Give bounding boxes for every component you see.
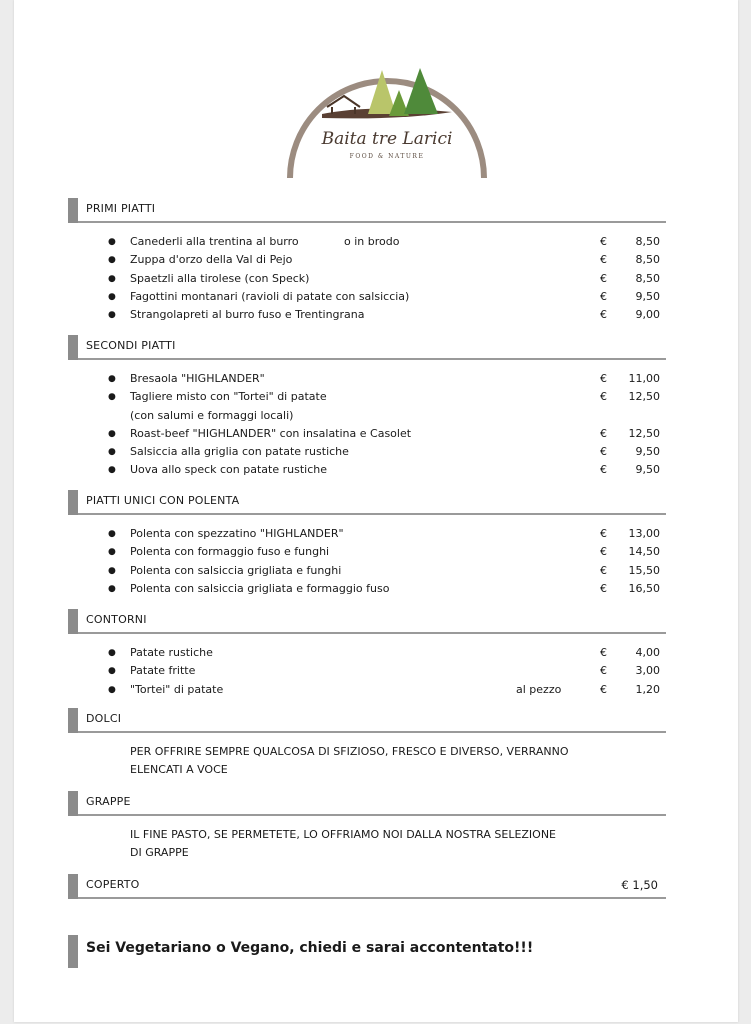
- currency-symbol: €: [600, 682, 607, 696]
- menu-item-list: [68, 525, 666, 598]
- bullet: ●: [108, 648, 116, 658]
- bullet: ●: [108, 428, 116, 439]
- currency-symbol: €: [600, 372, 607, 385]
- menu-item-list: [68, 233, 666, 324]
- menu-item: [68, 288, 666, 306]
- currency-symbol: €: [600, 664, 607, 678]
- item-price: 8,50: [635, 271, 660, 285]
- bullet: ●: [108, 547, 116, 558]
- menu-item: [68, 270, 666, 288]
- bullet: ●: [108, 684, 116, 695]
- bullet: ●: [108, 565, 116, 576]
- section-price: € 1,50: [621, 878, 658, 892]
- section-marker: [68, 708, 78, 733]
- currency-symbol: €: [600, 253, 607, 267]
- bullet: ●: [108, 255, 116, 266]
- item-name: Patate fritte: [130, 664, 196, 678]
- menu-item: [68, 233, 666, 251]
- bullet: ●: [108, 447, 116, 458]
- section-note: PER OFFRIRE SEMPRE QUALCOSA DI SFIZIOSO, FRESCO E DIVERSO, VERRANNO ELENCATI A VOCE: [130, 745, 569, 776]
- item-name: "Tortei" di patate: [130, 682, 224, 696]
- section-header: [68, 878, 666, 899]
- bullet: ●: [108, 291, 116, 302]
- currency-symbol: €: [600, 235, 607, 248]
- section-marker: [68, 198, 78, 223]
- menu-item: [68, 370, 666, 388]
- item-name: Polenta con salsiccia grigliata e funghi: [130, 563, 342, 577]
- item-name: Tagliere misto con "Tortei" di patate: [130, 390, 327, 404]
- item-name: Zuppa d'orzo della Val di Pejo: [130, 253, 293, 267]
- menu-item: [68, 580, 666, 598]
- menu-item: [68, 644, 666, 662]
- item-name: Roast-beef "HIGHLANDER" con insalatina e Casolet: [130, 426, 412, 440]
- section-title: COPERTO: [86, 878, 140, 891]
- item-name: Polenta con spezzatino "HIGHLANDER": [130, 527, 344, 540]
- bullet: ●: [108, 583, 116, 594]
- menu-section: [68, 878, 666, 899]
- item-name: Fagottini montanari (ravioli di patate con salsiccia): [130, 289, 410, 303]
- section-header: [68, 613, 666, 634]
- item-price: 4,00: [635, 646, 660, 659]
- item-price: 13,00: [628, 527, 660, 540]
- menu-item: [68, 543, 666, 561]
- currency-symbol: €: [600, 545, 607, 559]
- menu-item: [68, 306, 666, 324]
- item-price: 11,00: [628, 372, 660, 385]
- bullet: ●: [108, 310, 116, 321]
- vegetarian-note-text: Sei Vegetariano o Vegano, chiedi e sarai accontentato!!!: [86, 940, 534, 956]
- menu-section: [68, 202, 666, 324]
- logo-tagline: FOOD & NATURE: [349, 153, 425, 160]
- logo-name: Baita tre Larici: [321, 129, 453, 149]
- logo: [282, 52, 492, 178]
- section-header: [68, 712, 666, 733]
- item-price: 9,00: [635, 308, 660, 322]
- section-header: [68, 339, 666, 360]
- bullet: ●: [108, 529, 116, 539]
- item-price: 9,50: [635, 289, 660, 303]
- item-price: 9,50: [635, 445, 660, 459]
- section-title: CONTORNI: [86, 613, 147, 626]
- section-title: PIATTI UNICI CON POLENTA: [86, 494, 240, 507]
- menu-section: [68, 795, 666, 862]
- currency-symbol: €: [600, 527, 607, 540]
- menu-item: [68, 662, 666, 680]
- item-price: 8,50: [635, 235, 660, 248]
- item-price: 12,50: [628, 390, 660, 404]
- item-price: 14,50: [628, 545, 660, 559]
- menu-item: [68, 562, 666, 580]
- item-name: Patate rustiche: [130, 646, 213, 659]
- menu-item: [68, 443, 666, 461]
- menu-section: [68, 494, 666, 598]
- menu-item: [68, 388, 666, 406]
- item-name: Uova allo speck con patate rustiche: [130, 463, 327, 477]
- bullet: ●: [108, 666, 116, 677]
- currency-symbol: €: [600, 463, 607, 477]
- menu-item: [68, 407, 666, 425]
- item-price: 15,50: [628, 563, 660, 577]
- section-header: [68, 795, 666, 816]
- currency-symbol: €: [600, 308, 607, 322]
- section-header: [68, 202, 666, 223]
- menu-item: [68, 525, 666, 543]
- item-name: Salsiccia alla griglia con patate rustiche: [130, 445, 349, 459]
- currency-symbol: €: [600, 445, 607, 459]
- menu-item: [68, 425, 666, 443]
- bullet: ●: [108, 237, 116, 247]
- section-title: SECONDI PIATTI: [86, 339, 176, 352]
- item-name: Canederli alla trentina al burro: [130, 235, 299, 248]
- currency-symbol: €: [600, 581, 607, 595]
- currency-symbol: €: [600, 289, 607, 303]
- item-price: 3,00: [635, 664, 660, 678]
- bullet: ●: [108, 273, 116, 284]
- menu-item-list: [68, 644, 666, 699]
- menu-section: [68, 339, 666, 480]
- item-variant: o in brodo: [344, 235, 400, 248]
- menu-item: [68, 681, 666, 699]
- menu-item: [68, 461, 666, 479]
- menu-item-list: [68, 370, 666, 480]
- bullet: ●: [108, 465, 116, 476]
- item-price: 12,50: [628, 426, 660, 440]
- item-name: Spaetzli alla tirolese (con Speck): [130, 271, 310, 285]
- menu-item: [68, 251, 666, 269]
- item-price: 16,50: [628, 581, 660, 595]
- section-title: PRIMI PIATTI: [86, 202, 156, 215]
- section-title: DOLCI: [86, 712, 122, 725]
- item-price: 1,20: [635, 682, 660, 696]
- item-name: Polenta con formaggio fuso e funghi: [130, 545, 330, 559]
- bullet: ●: [108, 392, 116, 403]
- section-marker: [68, 335, 78, 360]
- section-marker: [68, 935, 78, 968]
- item-price: 8,50: [635, 253, 660, 267]
- currency-symbol: €: [600, 390, 607, 404]
- item-name: (con salumi e formaggi locali): [130, 408, 294, 422]
- bullet: ●: [108, 374, 116, 384]
- menu-section: [68, 613, 666, 699]
- item-name: Strangolapreti al burro fuso e Trentingrana: [130, 308, 365, 322]
- item-name: Polenta con salsiccia grigliata e formaggio fuso: [130, 581, 390, 595]
- section-note: IL FINE PASTO, SE PERMETETE, LO OFFRIAMO NOI DALLA NOSTRA SELEZIONE DI GRAPPE: [130, 828, 557, 859]
- menu-section: [68, 712, 666, 779]
- currency-symbol: €: [600, 426, 607, 440]
- section-marker: [68, 609, 78, 634]
- section-header: [68, 494, 666, 515]
- item-name: Bresaola "HIGHLANDER": [130, 372, 265, 385]
- item-unit: al pezzo: [516, 682, 562, 696]
- section-title: GRAPPE: [86, 795, 131, 808]
- item-price: 9,50: [635, 463, 660, 477]
- section-marker: [68, 791, 78, 816]
- currency-symbol: €: [600, 271, 607, 285]
- section-marker: [68, 874, 78, 899]
- currency-symbol: €: [600, 563, 607, 577]
- section-marker: [68, 490, 78, 515]
- currency-symbol: €: [600, 646, 607, 659]
